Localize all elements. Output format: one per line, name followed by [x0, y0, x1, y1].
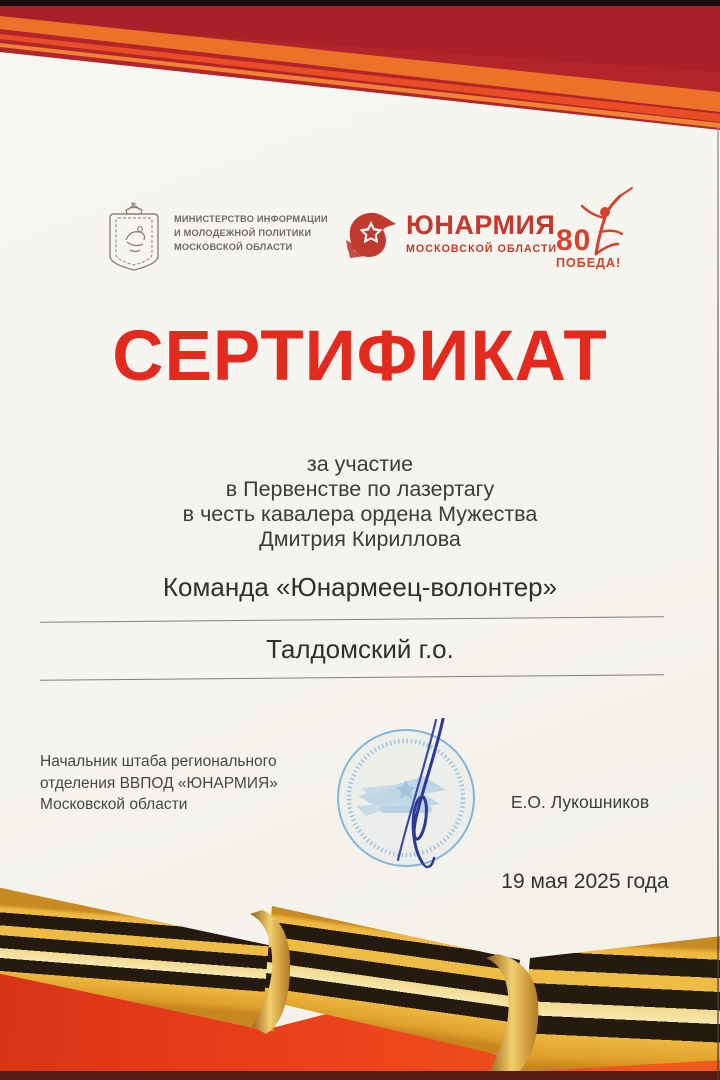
photo-top-edge: [0, 0, 720, 6]
ministry-line-3: МОСКОВСКОЙ ОБЛАСТИ: [174, 241, 293, 252]
signatory-name: Е.О. Лукошников: [510, 792, 650, 812]
top-banner-art: [0, 0, 720, 135]
municipality-underline: [40, 674, 664, 680]
position-line-2: отделения ВВПОД «ЮНАРМИЯ»: [40, 774, 278, 792]
team-underline: [40, 616, 664, 622]
position-line-3: Московской области: [40, 796, 188, 813]
ribbon-segment-3: [520, 936, 720, 1072]
yunarmia-eagle-icon: [340, 204, 402, 266]
photo-right-edge: [717, 126, 720, 1080]
ministry-line-2: И МОЛОДЕЖНОЙ ПОЛИТИКИ: [174, 227, 312, 238]
statue-head: [600, 207, 610, 217]
signatory-position: [40, 751, 340, 816]
certificate-date: 19 мая 2025 года: [501, 870, 669, 893]
ministry-line-1: МИНИСТЕРСТВО ИНФОРМАЦИИ: [174, 214, 328, 224]
certificate-title: СЕРТИФИКАТ: [112, 317, 608, 396]
ministry-crest-icon: [100, 198, 168, 278]
victory80-number: 80: [556, 224, 592, 257]
victory80-label: ПОБЕДА!: [556, 256, 622, 270]
team-name: Команда «Юнармеец-волонтер»: [162, 572, 558, 602]
municipality-name: Талдомский г.о.: [266, 634, 454, 664]
body-text: [0, 452, 720, 552]
bottom-ribbon-art: [0, 860, 720, 1080]
position-line-1: Начальник штаба регионального: [40, 753, 277, 770]
yunarmia-title: ЮНАРМИЯ: [406, 210, 556, 240]
body-line-3: в честь кавалера ордена Мужества: [182, 502, 538, 526]
ministry-logo-text: [174, 213, 354, 254]
body-line-1: за участие: [306, 452, 414, 476]
yunarmia-subtitle: МОСКОВСКОЙ ОБЛАСТИ: [406, 243, 558, 255]
photo-bottom-edge: [0, 1071, 720, 1080]
body-line-4: Дмитрия Кириллова: [259, 527, 461, 551]
body-line-2: в Первенстве по лазертагу: [225, 477, 495, 501]
